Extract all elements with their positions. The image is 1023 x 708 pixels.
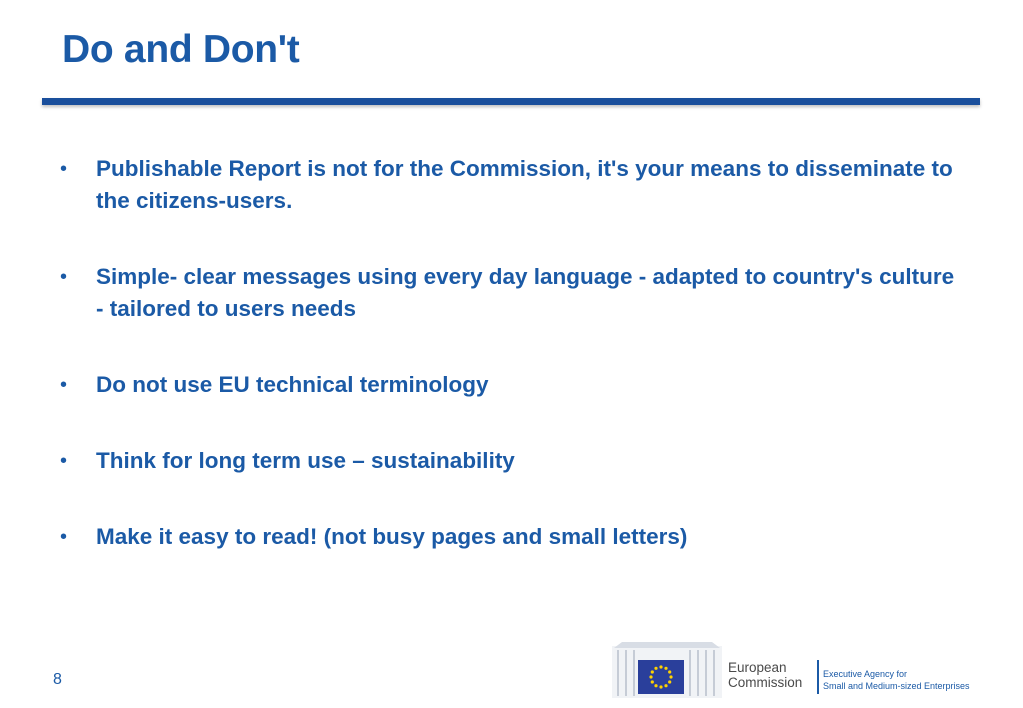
bullet-text: Simple- clear messages using every day language - adapted to country's culture - tailored to users needs (96, 264, 955, 321)
bullet-item (58, 261, 958, 325)
bullet-glyph: • (60, 158, 68, 180)
bullet-text: Do not use EU technical terminology (96, 372, 489, 397)
bullet-item (58, 521, 958, 553)
page-number: 8 (53, 671, 62, 688)
bullet-item (58, 153, 958, 217)
bullet-text: Publishable Report is not for the Commission, it's your means to disseminate to the citizens-users. (96, 156, 953, 213)
bullet-glyph: • (60, 374, 68, 396)
agency-line-1: Executive Agency for (823, 669, 908, 679)
title-divider (42, 98, 980, 105)
footer-logo (612, 640, 1002, 698)
bullet-glyph: • (60, 526, 68, 548)
agency-name (823, 668, 970, 692)
european-commission-wordmark (728, 660, 802, 690)
logo-divider (817, 660, 819, 694)
ec-line-1: European (728, 660, 787, 675)
bullet-text: Think for long term use – sustainability (96, 448, 515, 473)
european-commission-building-flag-icon (612, 640, 722, 698)
bullet-list (58, 153, 958, 553)
bullet-item (58, 445, 958, 477)
ec-line-2: Commission (728, 675, 803, 690)
bullet-glyph: • (60, 266, 68, 288)
bullet-item (58, 369, 958, 401)
bullet-glyph: • (60, 450, 68, 472)
agency-line-2: Small and Medium-sized Enterprises (823, 681, 970, 691)
slide-title: Do and Don't (62, 28, 300, 71)
bullet-text: Make it easy to read! (not busy pages and small letters) (96, 524, 688, 549)
